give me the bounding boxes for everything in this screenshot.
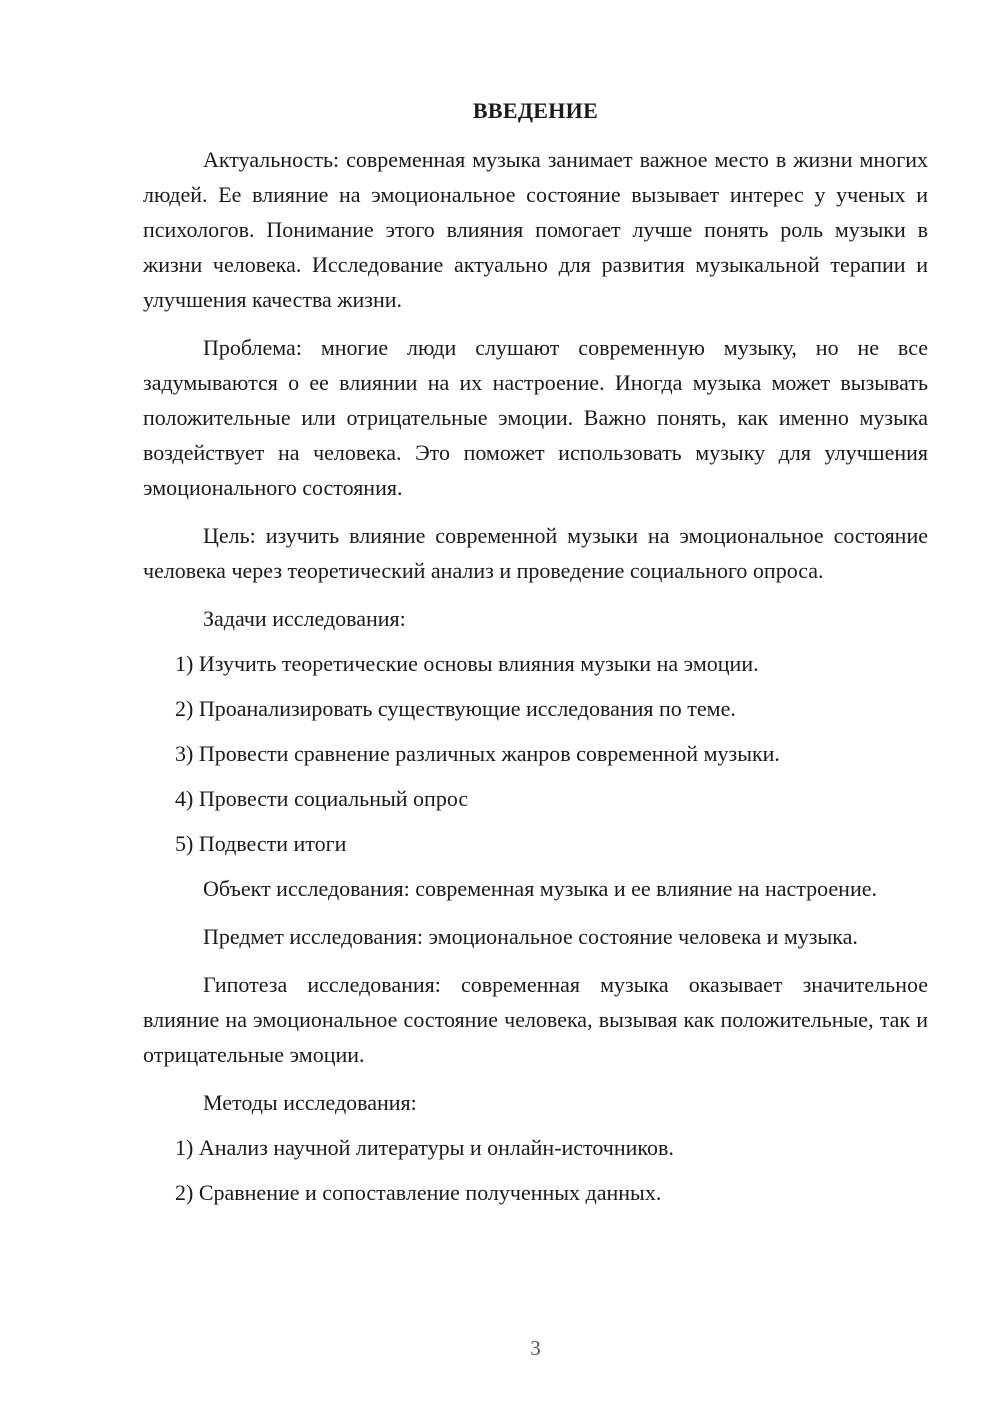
methods-heading: Методы исследования: <box>203 1090 417 1115</box>
list-item: 5) Подвести итоги <box>175 831 347 856</box>
relevance-paragraph: Актуальность: современная музыка занимает важное место в жизни многих людей. Ее влияние на эмоциональное состояние вызывает интерес у ученых и психологов. Понимание этого влияния помогает лучше понять роль музыки в жизни человека. Исследование актуально для развития музыкальной терапии и улучшения качества жизни. <box>143 147 928 312</box>
list-item: 1) Изучить теоретические основы влияния музыки на эмоции. <box>175 651 759 676</box>
list-item: 2) Проанализировать существующие исследования по теме. <box>175 696 736 721</box>
list-item: 1) Анализ научной литературы и онлайн-источников. <box>175 1135 674 1160</box>
tasks-heading: Задачи исследования: <box>203 606 406 631</box>
methods-list <box>143 1130 928 1210</box>
document-page <box>143 0 928 1414</box>
object-paragraph: Объект исследования: современная музыка и ее влияние на настроение. <box>203 876 877 901</box>
list-item: 4) Провести социальный опрос <box>175 786 469 811</box>
page-title: ВВЕДЕНИЕ <box>472 98 599 123</box>
list-item: 2) Сравнение и сопоставление полученных данных. <box>175 1180 662 1205</box>
hypothesis-paragraph: Гипотеза исследования: современная музыка оказывает значительное влияние на эмоциональное состояние человека, вызывая как положительные, так и отрицательные эмоции. <box>143 972 928 1067</box>
subject-paragraph: Предмет исследования: эмоциональное состояние человека и музыка. <box>203 924 858 949</box>
goal-paragraph: Цель: изучить влияние современной музыки на эмоциональное состояние человека через теоретический анализ и проведение социального опроса. <box>143 523 928 583</box>
list-item: 3) Провести сравнение различных жанров современной музыки. <box>175 741 780 766</box>
tasks-list <box>143 646 928 861</box>
problem-paragraph: Проблема: многие люди слушают современную музыку, но не все задумываются о ее влиянии на их настроение. Иногда музыка может вызывать положительные или отрицательные эмоции. Важно понять, как именно музыка воздействует на человека. Это поможет использовать музыку для улучшения эмоционального состояния. <box>143 335 928 500</box>
document-body <box>143 142 928 1220</box>
page-number: 3 <box>530 1336 541 1360</box>
